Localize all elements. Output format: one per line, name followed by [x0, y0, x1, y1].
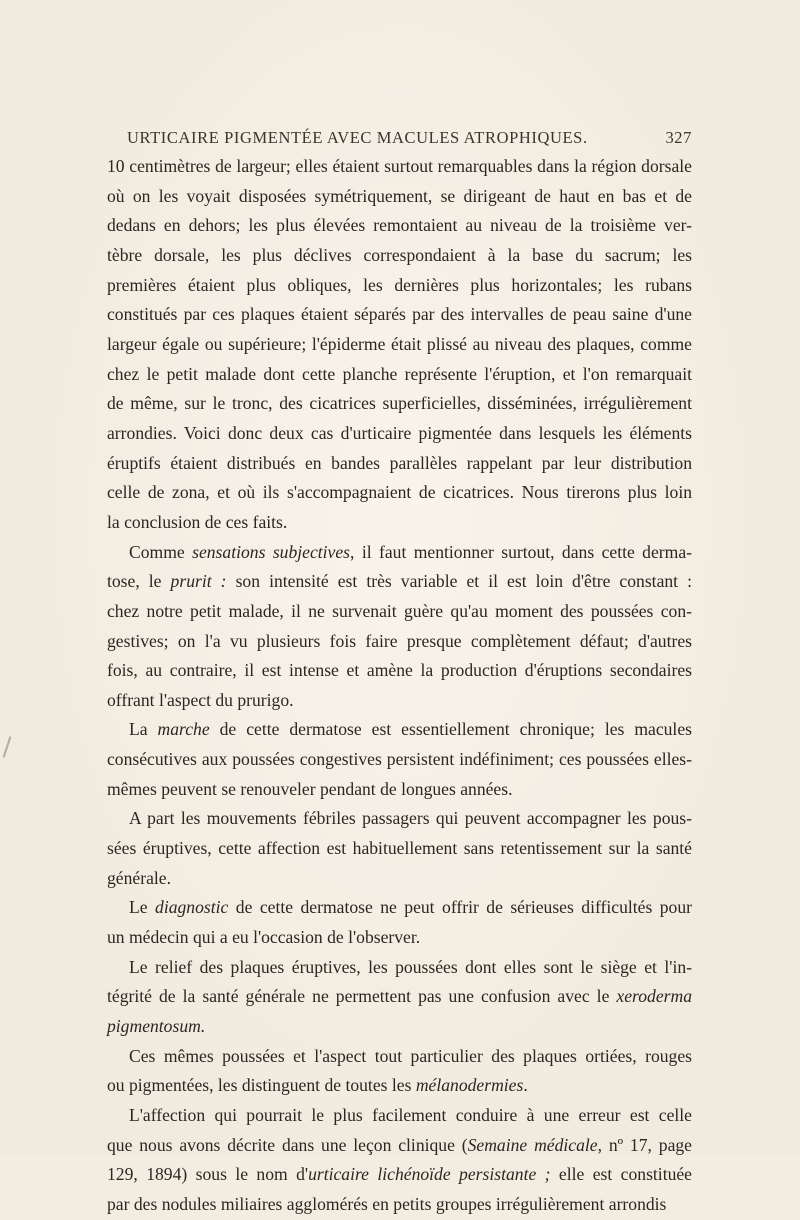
text-line: premières étaient plus obliques, les dernières plus horizontales; les rubans [107, 274, 692, 295]
paragraph [107, 1042, 692, 1101]
running-title: URTICAIRE PIGMENTÉE AVEC MACULES ATROPHIQUES. [127, 128, 588, 147]
text-segment: Comme [129, 541, 193, 562]
text-line [107, 567, 692, 597]
margin-mark [3, 736, 12, 758]
text-line: L'affection qui pourrait le plus facilement conduire à une erreur est celle [129, 1105, 692, 1125]
text-line: arrondies. Voici donc deux cas d'urticaire pigmentée dans lesquels les éléments [107, 422, 692, 443]
italic-term: Semaine médicale, [467, 1134, 602, 1155]
text-line: Le relief des plaques éruptives, les poussées dont elles sont le siège et l'in- [129, 956, 692, 977]
text-line: de même, sur le tronc, des cicatrices superficielles, disséminées, irrégulièrement [107, 393, 692, 414]
text-line [107, 1160, 692, 1190]
text-line: générale. [107, 867, 171, 888]
text-segment: 129, 1894) sous le nom d' [107, 1164, 309, 1185]
text-segment: de cette dermatose est essentiellement chronique; les macules [209, 719, 692, 740]
text-line [107, 1012, 692, 1042]
text-segment: . [523, 1075, 528, 1096]
paragraph [107, 893, 692, 952]
italic-term: urticaire lichénoïde persistante ; [308, 1164, 551, 1185]
paragraph [107, 1101, 692, 1220]
italic-term: sensations subjectives [192, 541, 351, 562]
italic-term: xeroderma [616, 986, 692, 1007]
text-line [107, 715, 692, 745]
text-line: éruptifs étaient distribués en bandes parallèles rappelant par leur distribution [107, 452, 692, 473]
text-line [107, 982, 692, 1012]
text-line [107, 1071, 692, 1101]
text-line: sées éruptives, cette affection est habituellement sans retentissement sur la santé [107, 838, 692, 859]
page-number: 327 [665, 128, 692, 147]
text-line: Ces mêmes poussées et l'aspect tout particulier des plaques ortiées, rouges [129, 1045, 692, 1066]
paragraph [107, 152, 692, 538]
body-text [107, 152, 692, 1220]
text-line: chez le petit malade dont cette planche représente l'éruption, et l'on remarquait [107, 363, 692, 384]
text-line: A part les mouvements fébriles passagers qui peuvent accompagner les pous- [129, 808, 692, 829]
italic-term: marche [157, 719, 210, 740]
page-header [107, 124, 692, 148]
text-line: consécutives aux poussées congestives persistent indéfiniment; ces poussées elles- [107, 749, 692, 770]
paragraph [107, 953, 692, 1042]
italic-term: prurit : [170, 571, 227, 592]
text-line [107, 1131, 692, 1161]
italic-term: pigmentosum. [107, 1016, 206, 1037]
text-segment: elle est constituée [550, 1164, 692, 1185]
text-line [107, 538, 692, 568]
text-segment: son intensité est très variable et il est loin d'être constant : [226, 571, 693, 592]
text-line: 10 centimètres de largeur; elles étaient surtout remarquables dans la région dorsale [107, 156, 692, 176]
text-line: par des nodules miliaires agglomérés en petits groupes irrégulièrement arrondis [107, 1193, 667, 1214]
paragraph [107, 715, 692, 804]
text-line: fois, au contraire, il est intense et amène la production d'éruptions secondaires [107, 660, 692, 681]
text-line: tèbre dorsale, les plus déclives correspondaient à la base du sacrum; les [107, 244, 692, 265]
text-segment: de cette dermatose ne peut offrir de sérieuses difficultés pour [228, 897, 692, 918]
text-line: celle de zona, et où ils s'accompagnaient de cicatrices. Nous tirerons plus loin [107, 482, 692, 503]
text-segment: tégrité de la santé générale ne permettent pas une confusion avec le [107, 986, 617, 1007]
text-segment: tose, le [107, 571, 171, 592]
text-segment: La [129, 719, 158, 740]
text-line: où on les voyait disposées symétriquement, se dirigeant de haut en bas et de [107, 185, 692, 206]
text-line [107, 893, 692, 923]
text-line: constitués par ces plaques étaient séparés par des intervalles de peau saine d'une [107, 304, 692, 325]
text-line: offrant l'aspect du prurigo. [107, 689, 294, 710]
text-segment: nº 17, page [601, 1134, 692, 1155]
text-line: gestives; on l'a vu plusieurs fois faire presque complètement défaut; d'autres [107, 630, 692, 651]
text-line: un médecin qui a eu l'occasion de l'observer. [107, 927, 421, 948]
italic-term: diagnostic [155, 897, 229, 918]
text-segment: ou pigmentées, les distinguent de toutes les [107, 1075, 416, 1096]
text-segment: Le [129, 897, 156, 918]
text-segment: que nous avons décrite dans une leçon clinique ( [107, 1134, 468, 1155]
text-line: chez notre petit malade, il ne survenait guère qu'au moment des poussées con- [107, 600, 692, 621]
text-line: la conclusion de ces faits. [107, 511, 288, 532]
text-line: largeur égale ou supérieure; l'épiderme était plissé au niveau des plaques, comme [107, 333, 692, 354]
text-line: mêmes peuvent se renouveler pendant de longues années. [107, 778, 513, 799]
text-segment: , il faut mentionner surtout, dans cette derma- [350, 541, 692, 562]
paragraph [107, 804, 692, 893]
italic-term: mélanodermies [415, 1075, 524, 1096]
text-line: dedans en dehors; les plus élevées remontaient au niveau de la troisième ver- [107, 215, 692, 236]
paragraph [107, 538, 692, 716]
